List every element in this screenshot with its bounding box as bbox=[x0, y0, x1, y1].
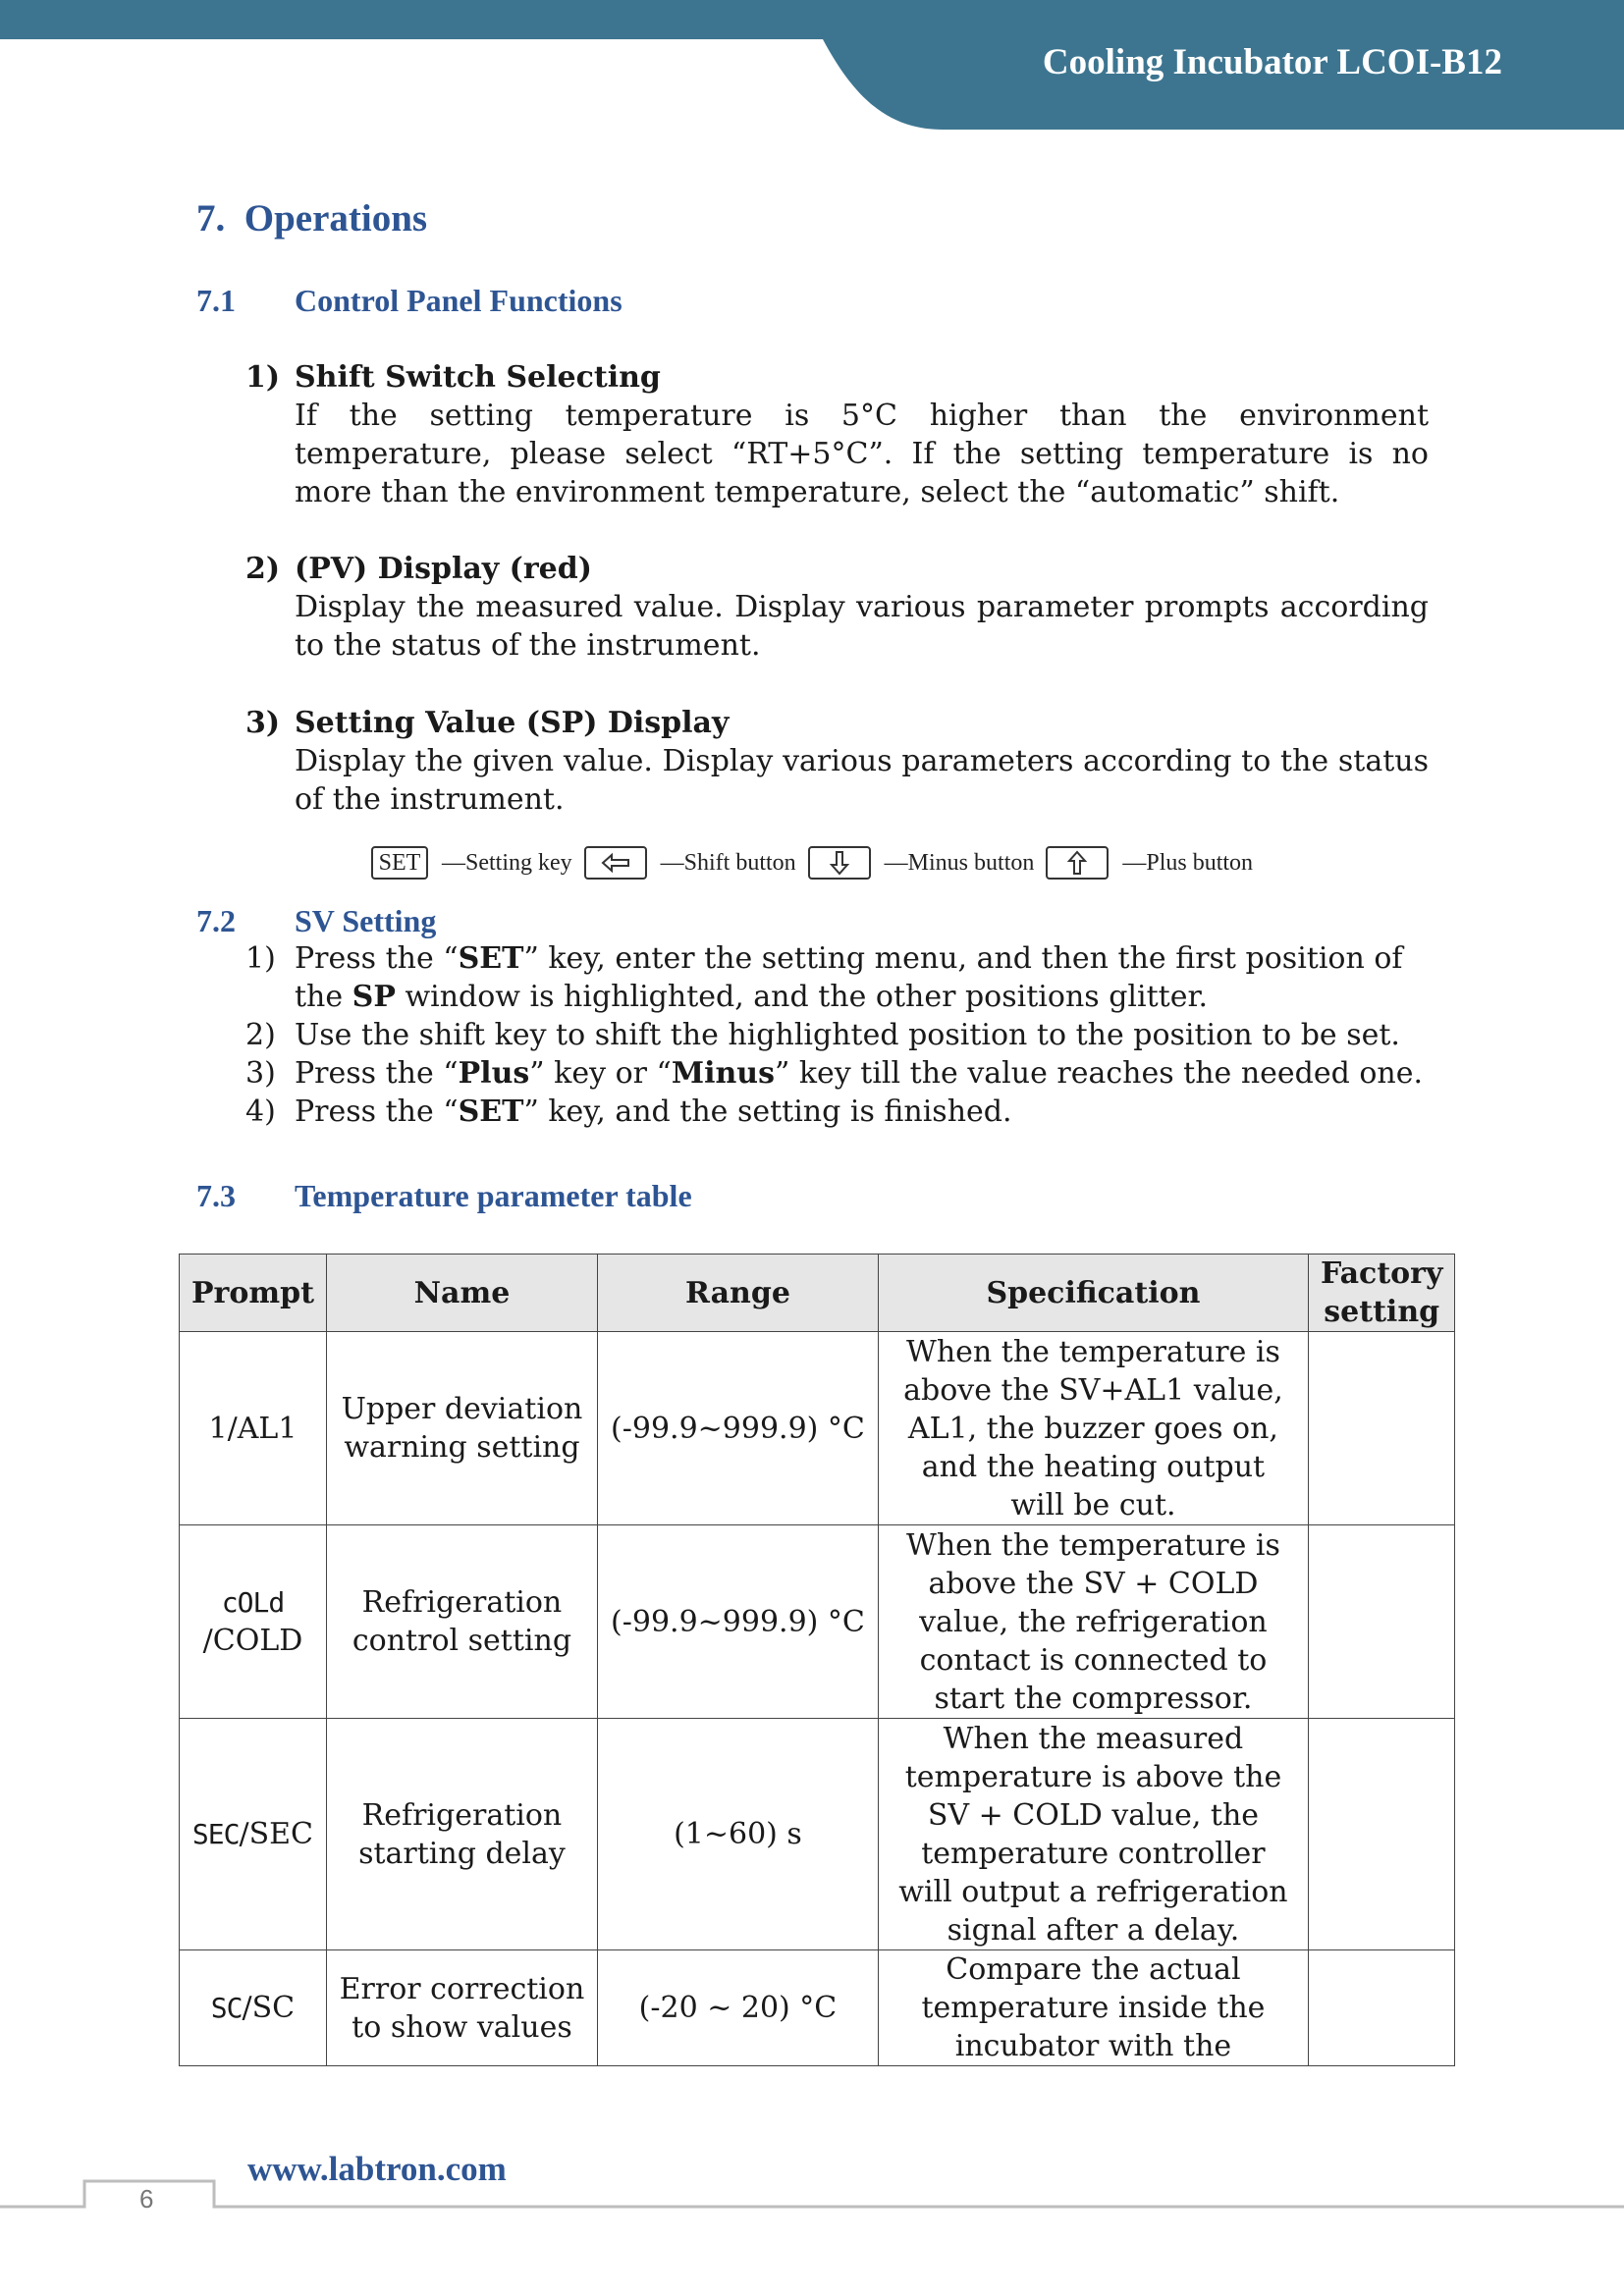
factory-setting-cell bbox=[1308, 1525, 1454, 1719]
segment-display-glyph: SEC bbox=[191, 1818, 240, 1850]
name-cell: Refrigeration control setting bbox=[326, 1525, 597, 1719]
range-cell: (1~60) s bbox=[597, 1719, 878, 1950]
list-item: 1) Press the “SET” key, enter the setting menu, and then the first position of the SP window is highlighted, and the other positions glitter. bbox=[245, 941, 1403, 1014]
range-cell: (-20 ~ 20) °C bbox=[597, 1950, 878, 2066]
column-header: Prompt bbox=[180, 1255, 327, 1332]
prompt-cell: SC/SC bbox=[180, 1950, 327, 2066]
factory-setting-cell bbox=[1308, 1332, 1454, 1525]
key-legend bbox=[371, 841, 1265, 884]
arrow-down-icon bbox=[808, 846, 871, 880]
plus-button-label: —Plus button bbox=[1122, 849, 1254, 876]
prompt-cell: cOLd /COLD bbox=[180, 1525, 327, 1719]
temperature-parameter-table bbox=[179, 1254, 1455, 2066]
name-cell: Refrigeration starting delay bbox=[326, 1719, 597, 1950]
subsection-heading-parameter-table: 7.3 Temperature parameter table bbox=[196, 1178, 692, 1213]
list-item: 3) Press the “Plus” key or “Minus” key till the value reaches the needed one. bbox=[245, 1056, 1424, 1091]
specification-cell: When the temperature is above the SV + COLD value, the refrigeration contact is connected to start the compressor. bbox=[878, 1525, 1308, 1719]
panel-item-title: Setting Value (SP) Display bbox=[295, 706, 730, 740]
panel-item-title: (PV) Display (red) bbox=[295, 552, 592, 586]
segment-display-glyph: SC bbox=[210, 1992, 243, 2024]
subsection-heading-control-panel: 7.1 Control Panel Functions bbox=[196, 283, 623, 318]
prompt-cell: SEC/SEC bbox=[180, 1719, 327, 1950]
subsection-heading-sv-setting: 7.2 SV Setting bbox=[196, 903, 437, 938]
footer-rule bbox=[0, 2169, 1624, 2228]
set-key-label: —Setting key bbox=[442, 849, 572, 876]
arrow-up-icon bbox=[1046, 846, 1109, 880]
shift-button-label: —Shift button bbox=[660, 849, 796, 876]
column-header: Factory setting bbox=[1308, 1255, 1454, 1332]
table-row bbox=[180, 1332, 1455, 1525]
prompt-cell: 1/AL1 bbox=[180, 1332, 327, 1525]
table-row bbox=[180, 1950, 1455, 2066]
table-row bbox=[180, 1525, 1455, 1719]
range-cell: (-99.9~999.9) °C bbox=[597, 1332, 878, 1525]
table-header-row bbox=[180, 1255, 1455, 1332]
panel-item-title: Shift Switch Selecting bbox=[295, 360, 661, 395]
sv-setting-steps bbox=[245, 939, 1429, 1131]
set-key: SET bbox=[371, 846, 428, 880]
panel-item-description: Display the given value. Display various parameters according to the status of the instrument. bbox=[295, 744, 1429, 817]
segment-display-glyph: cOLd bbox=[221, 1586, 285, 1619]
list-item: 2) Use the shift key to shift the highlighted position to the position to be set. bbox=[245, 1018, 1400, 1052]
name-cell: Upper deviation warning setting bbox=[326, 1332, 597, 1525]
document-title: Cooling Incubator LCOI-B12 bbox=[1042, 42, 1502, 82]
specification-cell: Compare the actual temperature inside the incubator with the bbox=[878, 1950, 1308, 2066]
arrow-left-icon bbox=[584, 846, 647, 880]
factory-setting-cell bbox=[1308, 1719, 1454, 1950]
specification-cell: When the measured temperature is above the SV + COLD value, the temperature controller will output a refrigeration signal after a delay. bbox=[878, 1719, 1308, 1950]
name-cell: Error correction to show values bbox=[326, 1950, 597, 2066]
factory-setting-cell bbox=[1308, 1950, 1454, 2066]
minus-button-label: —Minus button bbox=[884, 849, 1035, 876]
table-row bbox=[180, 1719, 1455, 1950]
range-cell: (-99.9~999.9) °C bbox=[597, 1525, 878, 1719]
page-number: 6 bbox=[139, 2184, 154, 2214]
panel-item-description: Display the measured value. Display various parameter prompts according to the status of the instrument. bbox=[295, 590, 1429, 663]
panel-item-description: If the setting temperature is 5°C higher than the environment temperature, please select “RT+5°C”. If the setting temperature is no more than the environment temperature, select the “automatic” shift. bbox=[295, 399, 1429, 509]
column-header: Name bbox=[326, 1255, 597, 1332]
column-header: Specification bbox=[878, 1255, 1308, 1332]
column-header: Range bbox=[597, 1255, 878, 1332]
section-heading-operations: 7. Operations bbox=[196, 197, 428, 240]
list-item: 4) Press the “SET” key, and the setting is finished. bbox=[245, 1095, 1012, 1129]
website-link[interactable]: www.labtron.com bbox=[247, 2150, 507, 2188]
specification-cell: When the temperature is above the SV+AL1 value, AL1, the buzzer goes on, and the heating output will be cut. bbox=[878, 1332, 1308, 1525]
